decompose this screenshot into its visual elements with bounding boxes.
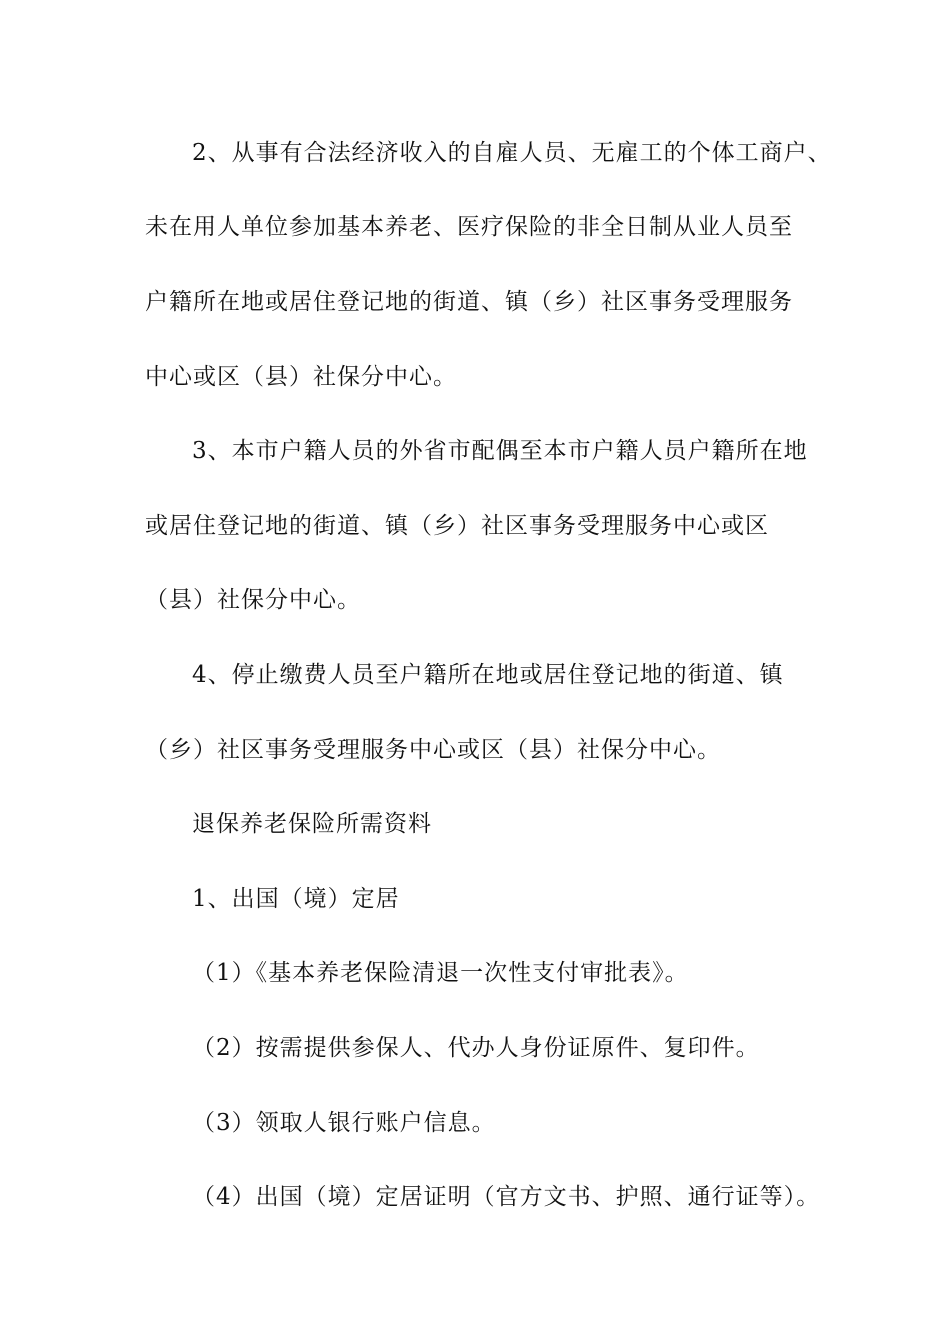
item-1-sub-4: （4）出国（境）定居证明（官方文书、护照、通行证等）。: [192, 1184, 821, 1210]
paragraph-4-line-1: 4、停止缴费人员至户籍所在地或居住登记地的街道、镇: [192, 662, 784, 688]
paragraph-4-line-2: （乡）社区事务受理服务中心或区（县）社保分中心。: [145, 737, 721, 763]
paragraph-2-line-3: 户籍所在地或居住登记地的街道、镇（乡）社区事务受理服务: [145, 289, 793, 315]
section-heading: 退保养老保险所需资料: [192, 811, 432, 837]
item-1-sub-3: （3）领取人银行账户信息。: [192, 1110, 496, 1136]
item-1-heading: 1、出国（境）定居: [192, 886, 400, 912]
paragraph-3-line-1: 3、本市户籍人员的外省市配偶至本市户籍人员户籍所在地: [192, 438, 808, 464]
paragraph-2-line-4: 中心或区（县）社保分中心。: [145, 364, 457, 390]
paragraph-3-line-2: 或居住登记地的街道、镇（乡）社区事务受理服务中心或区: [145, 513, 769, 539]
item-1-sub-2: （2）按需提供参保人、代办人身份证原件、复印件。: [192, 1035, 760, 1061]
paragraph-2-line-1: 2、从事有合法经济收入的自雇人员、无雇工的个体工商户、: [192, 140, 832, 166]
paragraph-2-line-2: 未在用人单位参加基本养老、医疗保险的非全日制从业人员至: [145, 214, 793, 240]
item-1-sub-1: （1）《基本养老保险清退一次性支付审批表》。: [192, 960, 689, 986]
paragraph-3-line-3: （县）社保分中心。: [145, 587, 361, 613]
